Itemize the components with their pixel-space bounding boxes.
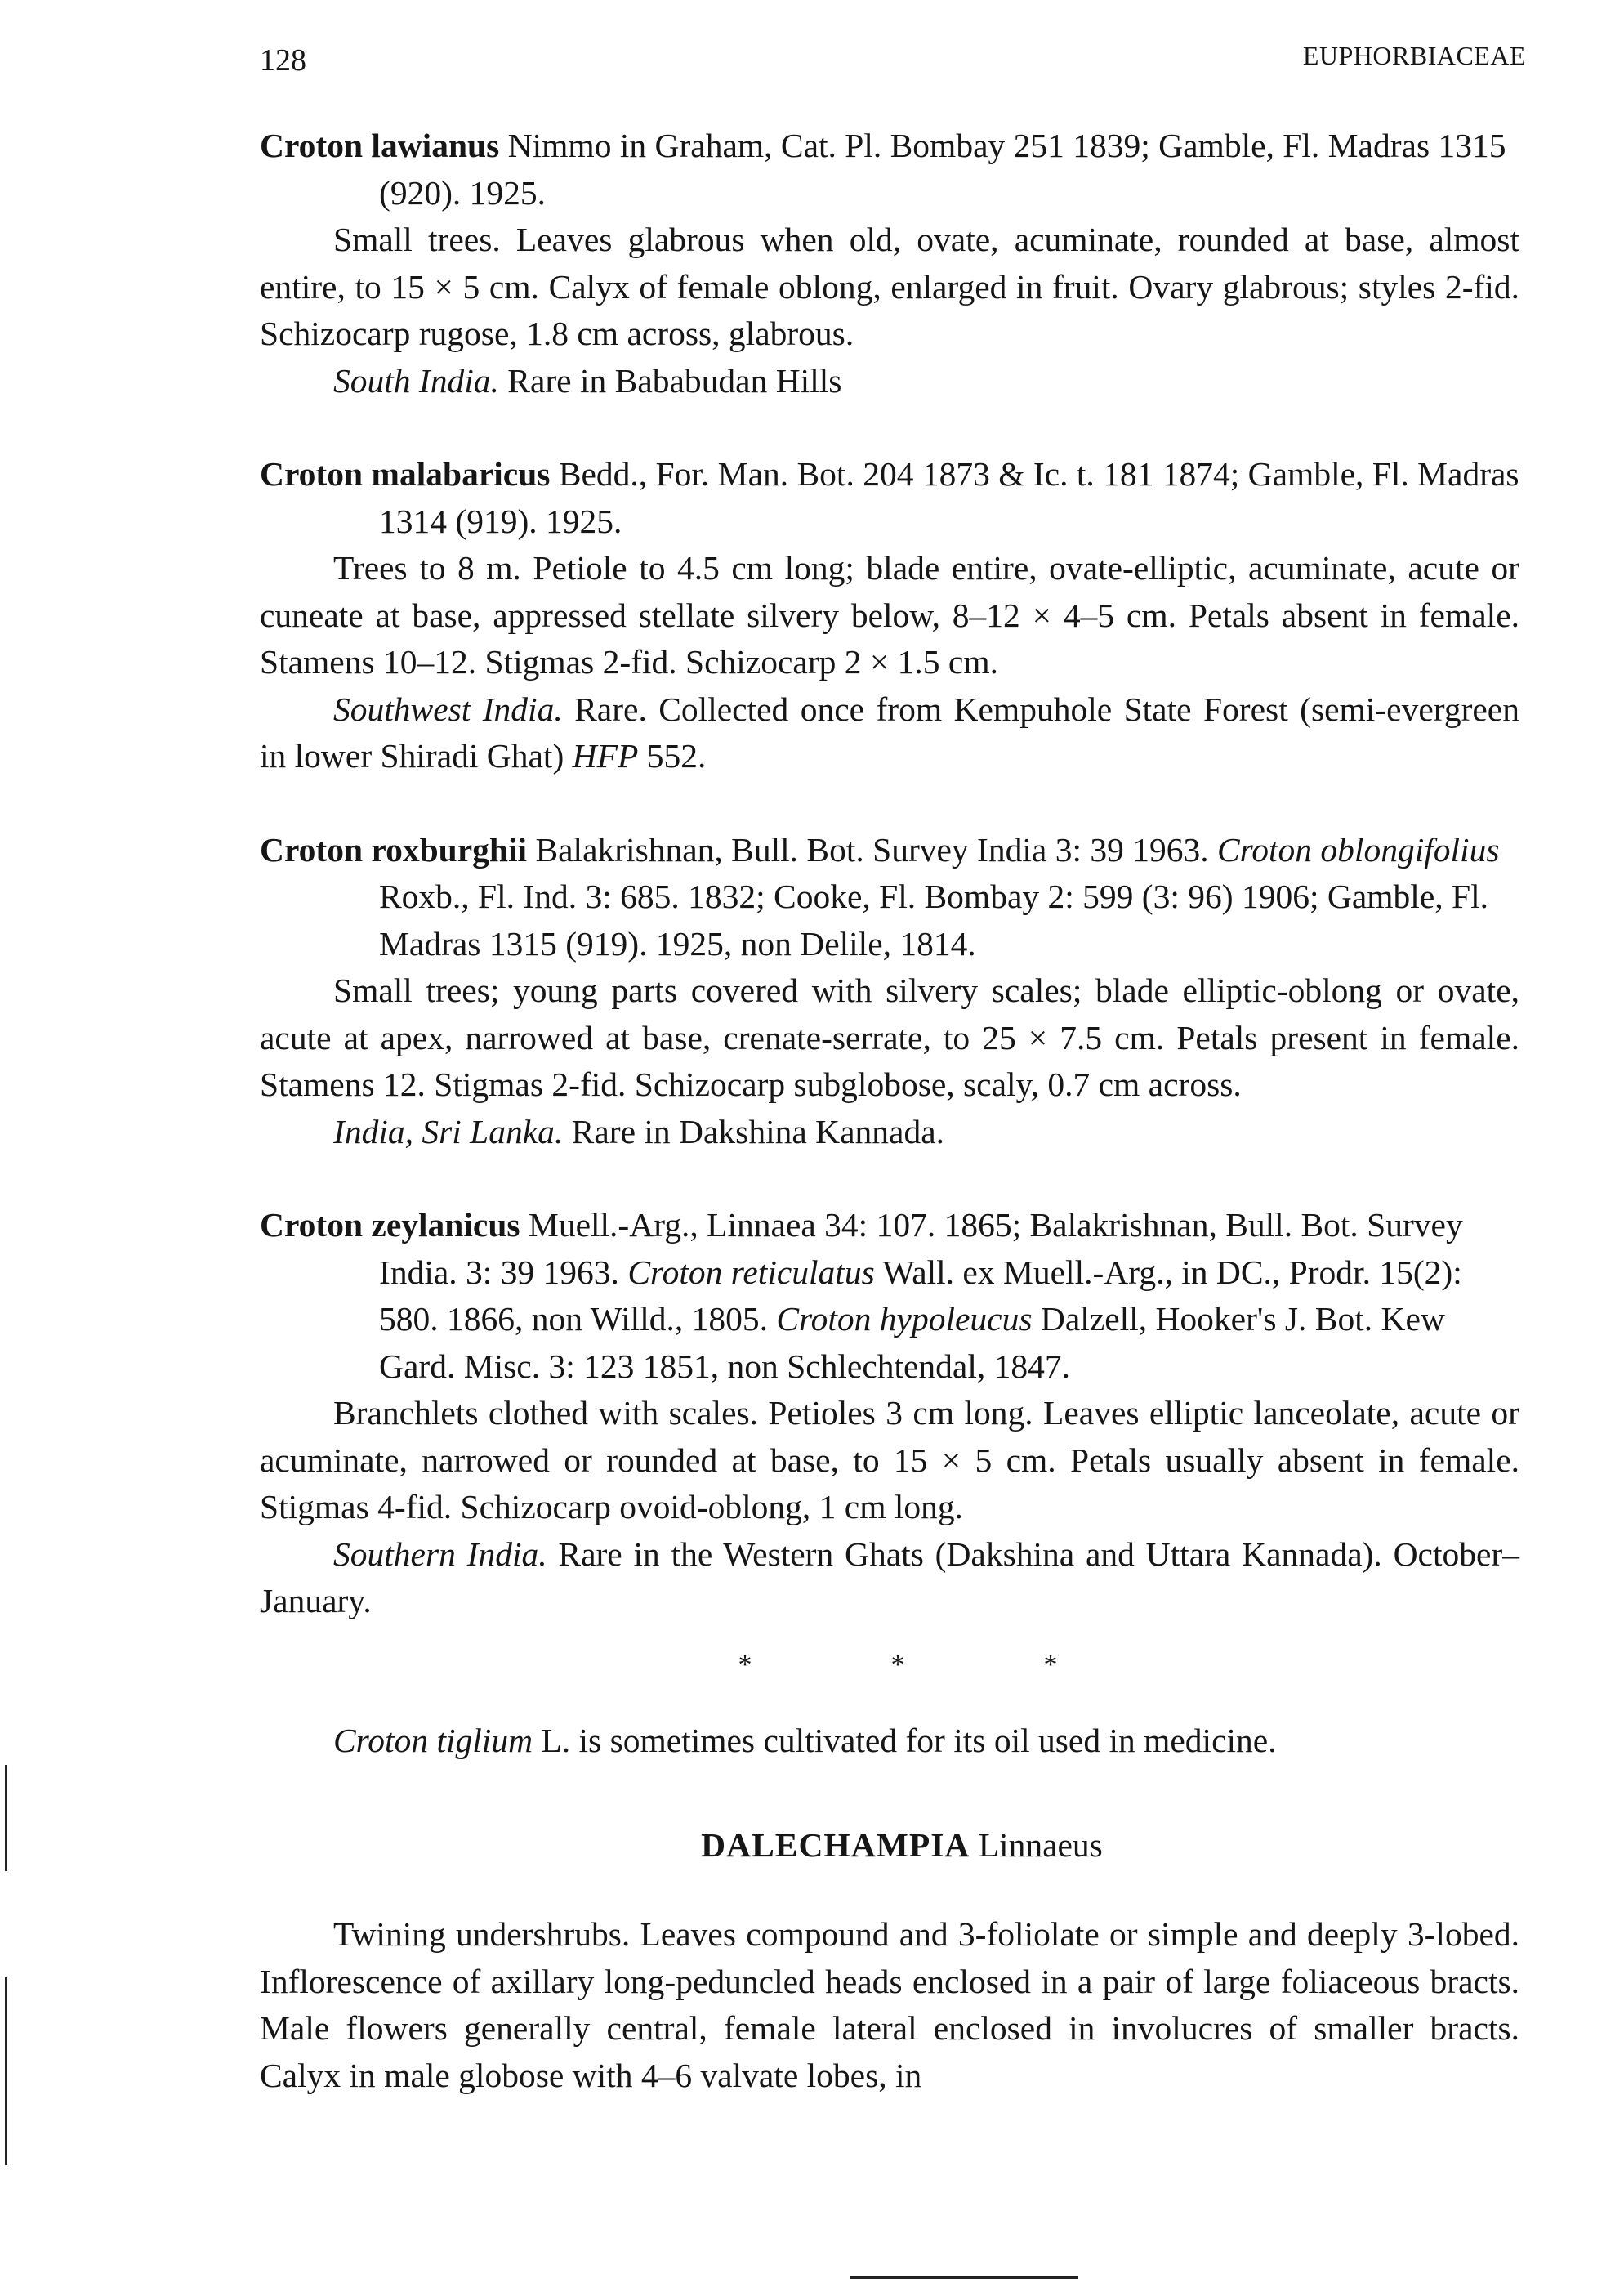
separator-asterisk: *	[738, 1649, 752, 1680]
species-description: Trees to 8 m. Petiole to 4.5 cm long; blade entire, ovate-elliptic, acuminate, acute or cuneate at base, appressed stellate silvery below, 8–12 × 4–5 cm. Petals absent in female. Stamens 10–12. Stigmas 2-fid. Schizocarp 2 × 1.5 cm.	[260, 549, 1519, 681]
text-column	[260, 123, 1519, 2099]
species-heading	[260, 1202, 1519, 1390]
species-heading	[260, 123, 1519, 217]
species-citation: Nimmo in Graham, Cat. Pl. Bombay 251 1839; Gamble, Fl. Madras 1315 (920). 1925.	[379, 127, 1506, 212]
species-entry-croton-zeylanicus	[260, 1202, 1519, 1625]
synonym-name: Croton hypoleucus	[776, 1300, 1033, 1338]
distribution-region: South India.	[333, 361, 499, 400]
distribution-text: Rare in Dakshina Kannada.	[563, 1112, 944, 1150]
species-entry-croton-malabaricus	[260, 451, 1519, 780]
scan-edge-mark	[850, 2276, 1078, 2279]
running-header-family: EUPHORBIACEAE	[1302, 41, 1526, 70]
distribution-text: Rare in the Western Ghats (Dakshina and Uttara Kannada). October–January.	[260, 1534, 1519, 1619]
scan-edge-mark	[5, 1765, 7, 1871]
scan-edge-mark	[5, 1977, 7, 2165]
distribution-region: India, Sri Lanka.	[333, 1112, 564, 1150]
species-name: Croton roxburghii	[260, 830, 528, 869]
distribution-text: Rare in Bababudan Hills	[498, 361, 842, 400]
species-entry-croton-roxburghii	[260, 827, 1519, 1156]
genus-description: Twining undershrubs. Leaves compound and 3-foliolate or simple and deeply 3-lobed. Inflorescence of axillary long-peduncled heads enclosed in a pair of large foliaceous bracts. Male flowers generally central, female lateral enclosed in involucres of smaller bracts. Calyx in male globose with 4–6 valvate lobes, in	[260, 1915, 1519, 2094]
species-heading	[260, 827, 1519, 968]
synonym-name: Croton reticulatus	[627, 1253, 875, 1291]
species-name: Croton lawianus	[260, 127, 500, 164]
genus-author: Linnaeus	[970, 1825, 1103, 1864]
species-citation: Muell.-Arg., Linnaea 34: 107. 1865; Balakrishnan, Bull. Bot. Survey India. 3: 39 1963.	[379, 1206, 1463, 1291]
synonym-citation: Roxb., Fl. Ind. 3: 685. 1832; Cooke, Fl. Bombay 2: 599 (3: 96) 1906; Gamble, Fl. Madras 1315 (919). 1925, non Delile, 1814.	[379, 878, 1488, 963]
species-description: Branchlets clothed with scales. Petioles 3 cm long. Leaves elliptic lanceolate, acute or acuminate, narrowed or rounded at base, to 15 × 5 cm. Petals usually absent in female. Stigmas 4-fid. Schizocarp ovoid-oblong, 1 cm long.	[260, 1394, 1519, 1525]
cultivated-text: L. is sometimes cultivated for its oil used in medicine.	[533, 1722, 1277, 1759]
species-heading	[260, 451, 1519, 545]
separator-asterisk: *	[890, 1649, 905, 1680]
species-citation: Balakrishnan, Bull. Bot. Survey India 3: 39 1963.	[527, 830, 1217, 869]
species-entry-croton-lawianus	[260, 123, 1519, 404]
synonym-citation: Wall. ex Muell.-Arg., in DC., Prodr. 15(2): 580. 1866, non Willd., 1805.	[379, 1253, 1462, 1338]
species-distribution	[260, 1109, 1519, 1156]
voucher-label: HFP	[572, 737, 639, 775]
species-description: Small trees. Leaves glabrous when old, ovate, acuminate, rounded at base, almost entire, to 15 × 5 cm. Calyx of female oblong, enlarged in fruit. Ovary glabrous; styles 2-fid. Schizocarp rugose, 1.8 cm across, glabrous.	[260, 221, 1519, 352]
distribution-text: Rare. Collected once from Kempuhole State Forest (semi-evergreen in lower Shiradi Ghat)	[260, 690, 1519, 775]
synonym-name: Croton oblongifolius	[1216, 830, 1500, 869]
species-description: Small trees; young parts covered with silvery scales; blade elliptic-oblong or ovate, acute at apex, narrowed at base, crenate-serrate, to 25 × 7.5 cm. Petals present in female. Stamens 12. Stigmas 2-fid. Schizocarp subglobose, scaly, 0.7 cm across.	[260, 972, 1519, 1103]
separator-asterisk: *	[1043, 1649, 1058, 1680]
cultivated-note	[260, 1718, 1519, 1765]
genus-name: DALECHAMPIA	[701, 1825, 970, 1864]
species-distribution	[260, 686, 1519, 780]
species-distribution	[260, 358, 1519, 405]
species-citation: Bedd., For. Man. Bot. 204 1873 & Ic. t. 181 1874; Gamble, Fl. Madras 1314 (919). 1925.	[379, 455, 1519, 540]
voucher-number: 552.	[638, 737, 707, 775]
species-name: Croton zeylanicus	[260, 1206, 520, 1244]
distribution-region: Southern India.	[333, 1534, 547, 1573]
page-number: 128	[260, 43, 306, 78]
genus-heading	[260, 1822, 1519, 1869]
distribution-region: Southwest India.	[333, 690, 563, 728]
synonym-citation: Dalzell, Hooker's J. Bot. Kew Gard. Misc. 3: 123 1851, non Schlechtendal, 1847.	[379, 1300, 1445, 1385]
section-separator	[260, 1642, 1519, 1689]
species-distribution	[260, 1531, 1519, 1625]
species-name: Croton malabaricus	[260, 455, 551, 493]
cultivated-species: Croton tiglium	[333, 1722, 533, 1759]
